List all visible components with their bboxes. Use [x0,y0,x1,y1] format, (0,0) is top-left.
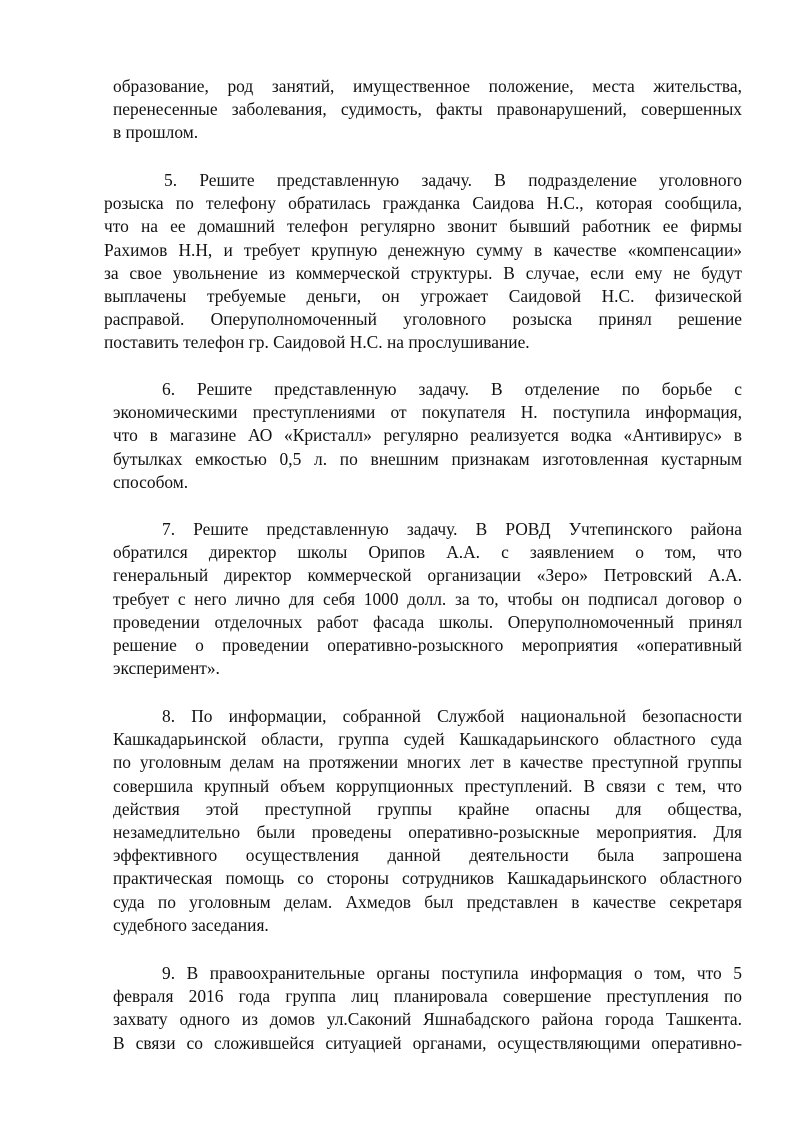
text-line: 7. Решите представленную задачу. В РОВД Учтепинского района [162,519,742,539]
paragraph-task-6 [113,378,742,494]
text-line: требует с него лично для себя 1000 долл. за то, чтобы он подписал договор о [113,588,742,609]
paragraph-task-9 [113,962,742,1055]
text-line: выплачены требуемые деньги, он угрожает Саидовой Н.С. физической [104,285,742,306]
paragraph-task-7 [113,518,742,680]
text-line: перенесенные заболевания, судимость, факты правонарушений, совершенных [113,99,742,120]
text-line: Рахимов Н.Н, и требует крупную денежную сумму в качестве «компенсации» [104,239,742,260]
text-line: что в магазине АО «Кристалл» регулярно реализуется водка «Антивирус» в [113,425,742,446]
text-line: 5. Решите представленную задачу. В подразделение уголовного [164,170,742,190]
text-line: розыска по телефону обратилась гражданка Саидова Н.С., которая сообщила, [104,193,742,214]
text-line: экономическими преступлениями от покупателя Н. поступила информация, [113,402,742,423]
text-line: образование, род занятий, имущественное положение, места жительства, [113,76,742,96]
text-line: В связи со сложившейся ситуацией органами, осуществляющими оперативно- [113,1032,742,1053]
text-line: действия этой преступной группы крайне опасны для общества, [113,798,742,819]
text-line: практическая помощь со стороны сотрудников Кашкадарьинского областного [113,868,742,889]
text-line: судебного заседания. [113,914,269,935]
text-line: эффективного осуществления данной деятельности была запрошена [113,845,742,866]
text-line: поставить телефон гр. Саидовой Н.С. на прослушивание. [104,332,530,353]
text-line: по уголовным делам на протяжении многих лет в качестве преступной группы [113,752,742,773]
text-line: захвату одного из домов ул.Саконий Яшнабадского района города Ташкента. [113,1009,742,1030]
text-line: совершила крупный объем коррупционных преступлений. В связи с тем, что [113,775,742,796]
text-line: генеральный директор коммерческой организации «Зеро» Петровский А.А. [113,565,742,586]
text-line: проведении отделочных работ фасада школы. Оперуполномоченный принял [113,611,742,632]
paragraph-task-8 [113,705,742,937]
text-line: 6. Решите представленную задачу. В отделение по борьбе с [162,379,742,399]
text-line: бутылках емкостью 0,5 л. по внешним признакам изготовленная кустарным [113,448,742,469]
text-line: незамедлительно были проведены оперативно-розыскные мероприятия. Для [113,821,742,842]
text-line: 9. В правоохранительные органы поступила информация о том, что 5 [162,963,742,983]
text-line: февраля 2016 года группа лиц планировала совершение преступления по [113,986,742,1007]
text-line: эксперимент». [113,658,220,679]
text-line: в прошлом. [113,122,199,143]
text-line: за свое увольнение из коммерческой структуры. В случае, если ему не будут [104,262,742,283]
text-line: обратился директор школы Орипов А.А. с заявлением о том, что [113,542,742,563]
text-line: Кашкадарьинской области, группа судей Кашкадарьинского областного суда [113,729,742,750]
text-line: решение о проведении оперативно-розыскного мероприятия «оперативный [113,634,742,655]
text-line: расправой. Оперуполномоченный уголовного розыска принял решение [104,309,742,330]
paragraph-task-5 [104,169,742,355]
paragraph-continuation [113,75,742,145]
text-line: суда по уголовным делам. Ахмедов был представлен в качестве секретаря [113,891,742,912]
text-line: что на ее домашний телефон регулярно звонит бывший работник ее фирмы [104,216,742,237]
text-line: способом. [113,471,189,492]
text-line: 8. По информации, собранной Службой национальной безопасности [162,706,742,726]
